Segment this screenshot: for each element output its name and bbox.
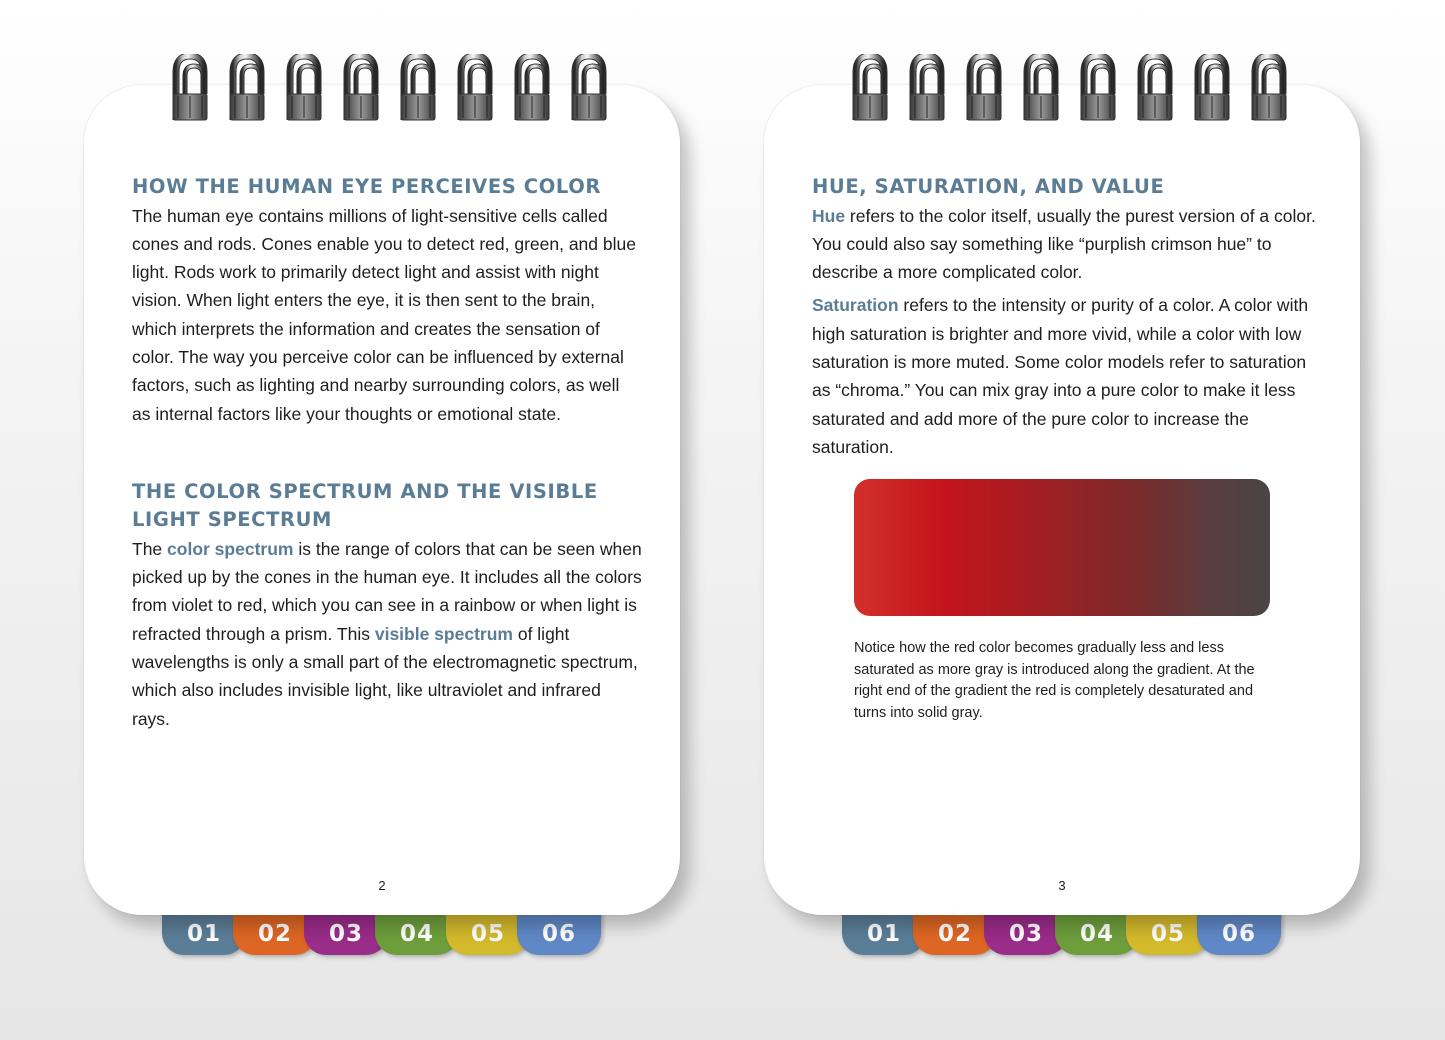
paragraph-eye-perceives-color: The human eye contains millions of light-sensitive cells called cones and rods. Cones enable you to detect red, green, and blue light. Rods work to primarily detect light and assist with night vision. When light enters the eye, it is then sent to the brain, which interprets the information and creates the sensation of color. The way you perceive color can be influenced by external factors, such as lighting and nearby surrounding colors, as well as internal factors like your thoughts or emotional state. bbox=[132, 205, 636, 424]
tab-03[interactable]: 03 bbox=[984, 905, 1068, 955]
ring-icon bbox=[400, 54, 436, 122]
text-run: of light wavelengths is only a small part of the electromagnetic spectrum, which also includes invisible light, like ultraviolet and infrared rays. bbox=[132, 623, 638, 729]
page-number: 3 bbox=[1058, 878, 1066, 893]
ring-icon bbox=[1194, 54, 1230, 122]
paragraph-hue bbox=[812, 202, 1322, 287]
notebook-left bbox=[84, 0, 684, 1040]
page-left-content bbox=[132, 173, 642, 733]
ring-icon bbox=[1080, 54, 1116, 122]
term-visible-spectrum: visible spectrum bbox=[374, 623, 513, 644]
tab-04[interactable]: 04 bbox=[1055, 905, 1139, 955]
tab-01[interactable]: 01 bbox=[162, 905, 246, 955]
ring-icon bbox=[514, 54, 550, 122]
spiral-binding bbox=[172, 54, 612, 124]
ring-icon bbox=[229, 54, 265, 122]
ring-icon bbox=[457, 54, 493, 122]
heading-color-spectrum bbox=[132, 478, 642, 535]
tab-02[interactable]: 02 bbox=[913, 905, 997, 955]
ring-icon bbox=[343, 54, 379, 122]
tab-04[interactable]: 04 bbox=[375, 905, 459, 955]
heading-eye-perceives-color: HOW THE HUMAN EYE PERCEIVES COLOR bbox=[132, 175, 602, 198]
ring-icon bbox=[852, 54, 888, 122]
ring-icon bbox=[966, 54, 1002, 122]
ring-icon bbox=[909, 54, 945, 122]
paragraph-saturation bbox=[812, 291, 1322, 461]
tab-02[interactable]: 02 bbox=[233, 905, 317, 955]
ring-icon bbox=[1137, 54, 1173, 122]
text-run: refers to the color itself, usually the purest version of a color. You could also say something like “purplish crimson hue” to describe a more complicated color. bbox=[812, 205, 1316, 283]
text-run: refers to the intensity or purity of a color. A color with high saturation is brighter and more vivid, while a color with low saturation is more muted. Some color models refer to saturation as “chroma.” You can mix gray into a pure color to make it less saturated and add more of the pure color to increase the saturation. bbox=[812, 295, 1309, 457]
page-right bbox=[764, 85, 1360, 915]
gradient-caption: Notice how the red color becomes gradually less and less saturated as more gray is introduced along the gradient. At the right end of the gradient the red is completely desaturated and turns into solid gray. bbox=[854, 640, 1255, 721]
tab-03[interactable]: 03 bbox=[304, 905, 388, 955]
ring-icon bbox=[286, 54, 322, 122]
ring-icon bbox=[1251, 54, 1287, 122]
heading-color-spectrum-line1: THE COLOR SPECTRUM AND THE VISIBLE bbox=[132, 479, 598, 503]
tab-05[interactable]: 05 bbox=[446, 905, 530, 955]
ring-icon bbox=[571, 54, 607, 122]
page-left bbox=[84, 85, 680, 915]
heading-color-spectrum-line2: LIGHT SPECTRUM bbox=[132, 508, 333, 532]
tab-05[interactable]: 05 bbox=[1126, 905, 1210, 955]
tab-01[interactable]: 01 bbox=[842, 905, 926, 955]
page-right-content bbox=[812, 173, 1322, 724]
notebook-right bbox=[764, 0, 1364, 1040]
saturation-gradient-swatch bbox=[854, 479, 1270, 616]
page-number: 2 bbox=[378, 878, 386, 893]
term-hue: Hue bbox=[812, 205, 846, 226]
term-saturation: Saturation bbox=[812, 295, 899, 316]
term-color-spectrum: color spectrum bbox=[167, 538, 294, 559]
paragraph-color-spectrum bbox=[132, 535, 642, 733]
ring-icon bbox=[1023, 54, 1059, 122]
text-run: is the range of colors that can be seen when picked up by the cones in the human eye. It includes all the colors from violet to red, which you can see in a rainbow or when light is refracted through a prism. This bbox=[132, 538, 642, 644]
ring-icon bbox=[172, 54, 208, 122]
text-run: The bbox=[132, 538, 168, 559]
spiral-binding bbox=[852, 54, 1292, 124]
tab-06[interactable]: 06 bbox=[517, 905, 601, 955]
heading-hue-saturation-value: HUE, SATURATION, AND VALUE bbox=[812, 175, 1165, 198]
tab-06[interactable]: 06 bbox=[1197, 905, 1281, 955]
